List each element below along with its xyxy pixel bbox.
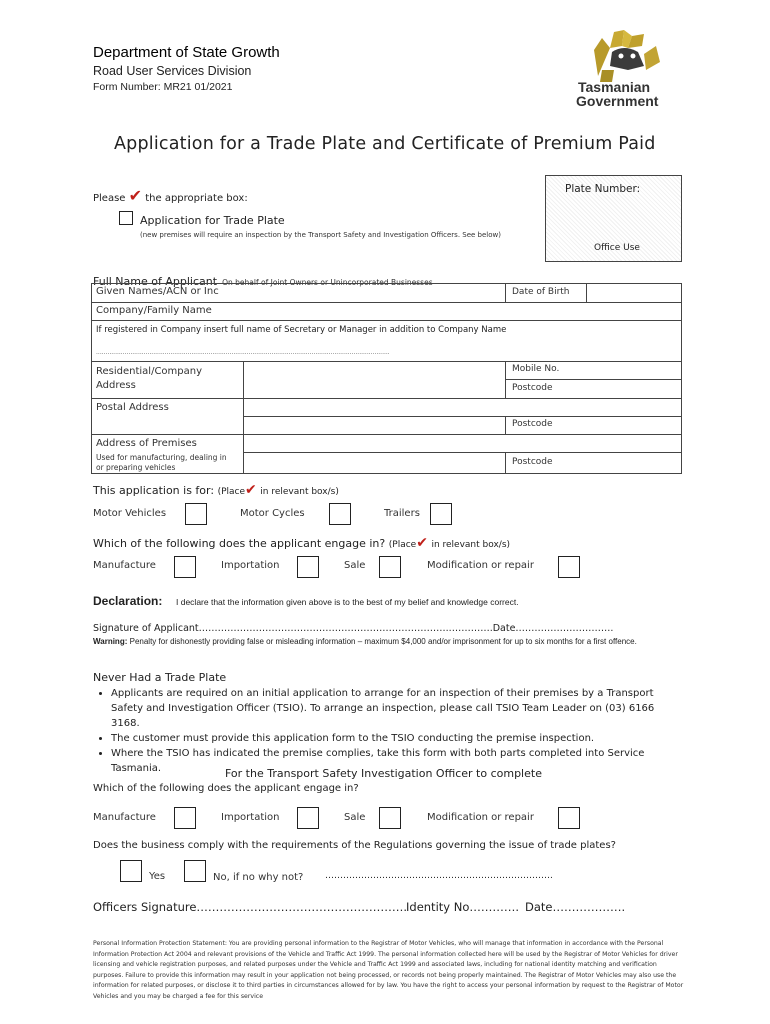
comply-reason-line[interactable]: …………………………………………………………………. bbox=[325, 871, 553, 881]
department-name: Department of State Growth bbox=[93, 44, 280, 61]
warning-text bbox=[93, 637, 683, 648]
application-for-heading bbox=[93, 482, 339, 498]
warning-body: Penalty for dishonestly providing false or misleading information – maximum $4,000 and/or imprisonment for up to six months for a first offence. bbox=[129, 637, 637, 646]
never-had-list bbox=[93, 686, 673, 776]
application-for-place: (Place bbox=[217, 487, 246, 497]
plate-number-label: Plate Number: bbox=[565, 183, 641, 195]
tasmanian-government-logo bbox=[588, 26, 668, 82]
never-had-bullet-1: • Applicants are required on an initial application to arrange for an inspection of their premises by a Transport Safety and Investigation Officer (TSIO). To arrange an inspection, please call TSIO Team Leader on (03) 6166 3168. bbox=[111, 686, 673, 731]
tsio-manufacture-checkbox[interactable] bbox=[174, 807, 196, 829]
engage-tick-icon: ✔ bbox=[416, 535, 428, 551]
tick-icon: ✔ bbox=[128, 186, 143, 205]
application-for-relevant: in relevant box/s) bbox=[260, 487, 339, 497]
tsio-sale-label: Sale bbox=[344, 812, 366, 823]
plate-number-box[interactable] bbox=[545, 175, 682, 262]
never-had-bullet-2: • The customer must provide this application form to the TSIO conducting the premise inspection. bbox=[111, 731, 673, 746]
application-note: (new premises will require an inspection by the Transport Safety and Investigation Officers. See below) bbox=[140, 231, 501, 239]
residential-label-2: Address bbox=[96, 380, 136, 391]
premises-address-row bbox=[91, 434, 682, 474]
engage-heading bbox=[93, 535, 510, 551]
instruction-line bbox=[93, 186, 248, 205]
residential-label bbox=[96, 365, 202, 393]
officer-signature-line[interactable]: Officers Signature………………………………………………. bbox=[93, 900, 408, 914]
engage-importation-label: Importation bbox=[221, 560, 280, 571]
logo-text-line2: Government bbox=[576, 93, 659, 109]
premises-note-1: Used for manufacturing, dealing in bbox=[96, 453, 227, 462]
comply-question: Does the business comply with the requirements of the Regulations governing the issue of trade plates? bbox=[93, 840, 616, 851]
never-had-heading: Never Had a Trade Plate bbox=[93, 671, 227, 684]
application-for-text: This application is for: bbox=[93, 484, 215, 497]
trailers-label: Trailers bbox=[384, 508, 420, 519]
application-for-tick-icon: ✔ bbox=[245, 482, 257, 498]
engage-modification-checkbox[interactable] bbox=[558, 556, 580, 578]
division-name: Road User Services Division bbox=[93, 64, 252, 78]
dob-label: Date of Birth bbox=[512, 287, 570, 297]
motor-cycles-checkbox[interactable] bbox=[329, 503, 351, 525]
trailers-checkbox[interactable] bbox=[430, 503, 452, 525]
engage-place: (Place bbox=[388, 540, 417, 550]
instruction-please: Please bbox=[93, 193, 126, 204]
given-names-label: Given Names/ACN or Inc bbox=[96, 286, 219, 297]
engage-manufacture-label: Manufacture bbox=[93, 560, 156, 571]
tsio-manufacture-label: Manufacture bbox=[93, 812, 156, 823]
premises-postcode-label: Postcode bbox=[512, 457, 553, 467]
motor-vehicles-checkbox[interactable] bbox=[185, 503, 207, 525]
motor-vehicles-label: Motor Vehicles bbox=[93, 508, 167, 519]
applicant-signature-line[interactable]: Signature of Applicant……………………………………………………………………..………….Date…………………………. bbox=[93, 623, 614, 634]
warning-label: Warning: bbox=[93, 637, 128, 646]
company-note-row[interactable] bbox=[91, 320, 682, 362]
engage-sale-label: Sale bbox=[344, 560, 366, 571]
tsio-sale-checkbox[interactable] bbox=[379, 807, 401, 829]
premises-note-2: or preparing vehicles bbox=[96, 463, 176, 472]
postal-label: Postal Address bbox=[96, 402, 169, 413]
motor-cycles-label: Motor Cycles bbox=[240, 508, 305, 519]
tsio-modification-checkbox[interactable] bbox=[558, 807, 580, 829]
declaration-text: I declare that the information given above is to the best of my belief and knowledge correct. bbox=[176, 597, 519, 607]
engage-text: Which of the following does the applicant engage in? bbox=[93, 537, 386, 550]
comply-no-label: No, if no why not? bbox=[213, 872, 304, 883]
logo-text-line1: Tasmanian bbox=[578, 79, 651, 95]
residential-label-1: Residential/Company bbox=[96, 366, 203, 377]
form-number: Form Number: MR21 01/2021 bbox=[93, 81, 233, 93]
company-name-row[interactable] bbox=[91, 302, 682, 321]
residential-address-row bbox=[91, 361, 682, 399]
engage-importation-checkbox[interactable] bbox=[297, 556, 319, 578]
applicant-heading-note: On behalf of Joint Owners or Unincorporated Businesses bbox=[222, 278, 433, 287]
tsio-importation-label: Importation bbox=[221, 812, 280, 823]
applicant-heading-text: Full Name of Applicant bbox=[93, 275, 218, 288]
engage-relevant: in relevant box/s) bbox=[431, 540, 511, 550]
engage-manufacture-checkbox[interactable] bbox=[174, 556, 196, 578]
declaration-heading: Declaration: bbox=[93, 594, 163, 608]
comply-yes-label: Yes bbox=[149, 871, 166, 882]
tsio-modification-label: Modification or repair bbox=[427, 812, 534, 823]
company-family-label: Company/Family Name bbox=[96, 305, 212, 316]
thylacine-logo-icon bbox=[588, 26, 668, 82]
application-trade-plate-checkbox[interactable] bbox=[119, 211, 133, 225]
given-names-row bbox=[91, 283, 682, 303]
engage-sale-checkbox[interactable] bbox=[379, 556, 401, 578]
premises-label: Address of Premises bbox=[96, 438, 197, 449]
tsio-question: Which of the following does the applicant engage in? bbox=[93, 783, 359, 794]
office-use-label: Office Use bbox=[594, 243, 640, 253]
never-had-bullet-3: • Where the TSIO has indicated the premise complies, take this form with both parts completed into Service Tasmania. bbox=[111, 746, 673, 776]
identity-number-line[interactable]: Identity No…………. bbox=[406, 900, 520, 914]
application-trade-plate-label: Application for Trade Plate bbox=[140, 214, 285, 227]
comply-no-checkbox[interactable] bbox=[184, 860, 206, 882]
company-dots: .......................................................................................................................................................... bbox=[96, 349, 390, 356]
residential-postcode-label: Postcode bbox=[512, 383, 553, 393]
mobile-label: Mobile No. bbox=[512, 364, 560, 374]
engage-modification-label: Modification or repair bbox=[427, 560, 534, 571]
tsio-importation-checkbox[interactable] bbox=[297, 807, 319, 829]
instruction-rest: the appropriate box: bbox=[145, 193, 248, 204]
premises-note bbox=[96, 453, 227, 473]
company-note: If registered in Company insert full name of Secretary or Manager in addition to Company Name bbox=[96, 325, 507, 335]
tsio-heading: For the Transport Safety Investigation Officer to complete bbox=[225, 767, 542, 780]
page-title: Application for a Trade Plate and Certificate of Premium Paid bbox=[114, 134, 656, 154]
postal-postcode-label: Postcode bbox=[512, 419, 553, 429]
privacy-statement: Personal Information Protection Statement: You are providing personal information to the Registrar of Motor Vehicles, who will manage that information in accordance with the Personal Information Protection Act 2004 and relevant provisions of the Vehicle and Traffic Act 1999. The personal information collected here will be used by the Registrar of Motor Vehicles for driver licensing and vehicle registration purposes, and related purposes under the Vehicle and Traffic Act 1999 and associated laws, including for national identity matching and verification purposes. Failure to provide this information may result in your application not being processed, or records not being properly maintained. The Registrar of Motor Vehicles may also use the information for related purposes, or disclose it to third parties in circumstances allowed for by law. You have the right to access your personal information by request to the Registrar of Motor Vehicles and you may be charged a fee for this service bbox=[93, 940, 684, 1000]
officer-date-line[interactable]: Date………………. bbox=[525, 900, 626, 914]
postal-address-row bbox=[91, 398, 682, 435]
comply-yes-checkbox[interactable] bbox=[120, 860, 142, 882]
